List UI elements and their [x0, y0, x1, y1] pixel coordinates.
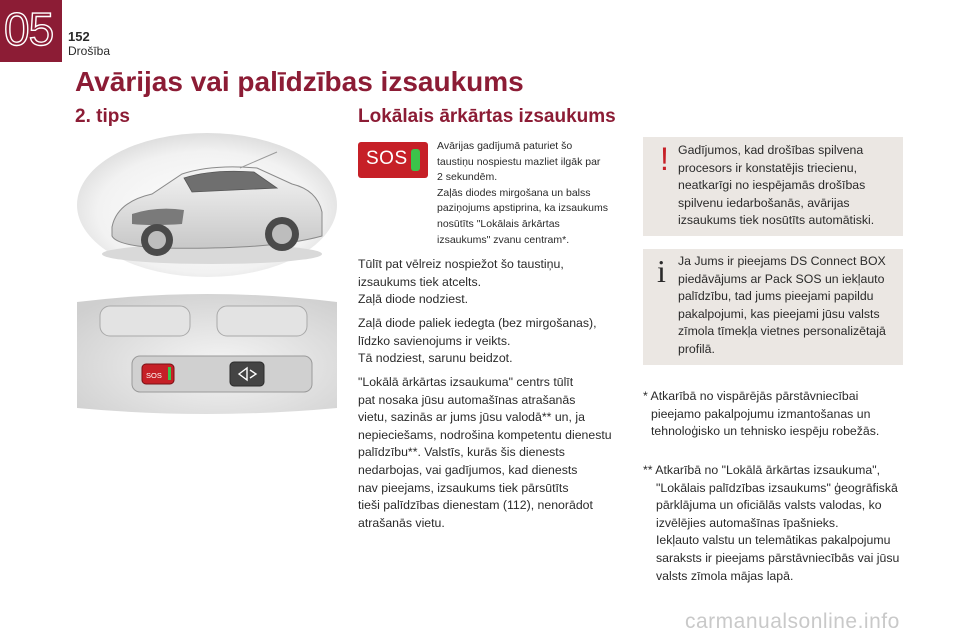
- warning-line: procesors ir konstatējis triecienu,: [678, 160, 858, 175]
- paragraph-line: pat nosaka jūsu automašīnas atrašanās: [358, 392, 576, 407]
- instruction-line: taustiņu nospiestu mazliet ilgāk par: [437, 155, 601, 168]
- paragraph-line: līdzko savienojums ir veikts.: [358, 333, 511, 348]
- info-line: palīdzību, tad jums pieejami papildu: [678, 289, 874, 304]
- warning-line: spilvenu iedarbošanās, avārijas: [678, 195, 850, 210]
- paragraph-line: tieši palīdzības dienestam (112), nenorādot: [358, 498, 593, 513]
- warning-text: [678, 142, 874, 230]
- section-name: Drošība: [68, 44, 111, 58]
- paragraph-line: vietu, sazinās ar jums jūsu valodā** un, ja: [358, 410, 585, 425]
- warning-line: izsaukums tiek nosūtīts automātiski.: [678, 213, 875, 228]
- paragraph-line: Zaļā diode paliek iedegta (bez mirgošanas),: [358, 316, 597, 330]
- paragraph-line: Tā nodziest, sarunu beidzot.: [358, 351, 513, 366]
- paragraph-line: "Lokālā ārkārtas izsaukuma" centrs tūlīt: [358, 375, 574, 389]
- instruction-line: nosūtīts "Lokālais ārkārtas: [437, 217, 560, 230]
- subtitle-local-call: Lokālais ārkārtas izsaukums: [358, 106, 616, 127]
- footnote-line: saraksts ir pieejams pārstāvniecībās vai jūsu: [656, 550, 900, 565]
- footnote-line: Iekļauto valstu un telemātikas pakalpojumu: [656, 533, 891, 548]
- warning-line: neatkarīgi no iespējamās drošības: [678, 178, 866, 193]
- paragraph-line: nepieciešams, nodrošina kompetentu dienestu: [358, 427, 612, 442]
- instruction-line: paziņojums apstiprina, ka izsaukums: [437, 202, 608, 215]
- paragraph-line: Tūlīt pat vēlreiz nospiežot šo taustiņu,: [358, 257, 564, 271]
- exclamation-icon: !: [660, 141, 669, 177]
- footnote-line: "Lokālais palīdzības izsaukums" ģeogrāfiskā: [656, 480, 898, 495]
- paragraph-line: atrašanās vietu.: [358, 515, 445, 530]
- paragraph-line: nedarbojas, vai gadījumos, kad dienests: [358, 462, 578, 477]
- sos-green-led: [411, 149, 420, 171]
- page-number: 152: [68, 29, 90, 44]
- footnote-line: izvēlējies automašīnas īpašnieks.: [656, 515, 839, 530]
- paragraph-line: Zaļā diode nodziest.: [358, 292, 469, 307]
- footnote-1: [643, 388, 879, 441]
- instruction-line: Zaļās diodes mirgošana un balss: [437, 186, 591, 199]
- info-line: zīmola tīmekļa vietnes personalizētajā: [678, 324, 886, 339]
- footnote-line: pārklājuma un oficiālās valsts valodas, ko: [656, 498, 882, 513]
- console-sos-label: SOS: [146, 371, 162, 380]
- info-text: [678, 253, 886, 359]
- info-line: profilā.: [678, 341, 715, 356]
- car-illustration: [72, 132, 342, 278]
- warning-line: Gadījumos, kad drošības spilvena: [678, 143, 864, 157]
- instruction-line: 2 sekundēm.: [437, 171, 498, 184]
- chapter-number: 05: [4, 3, 54, 55]
- footnote-line: pieejamo pakalpojumu izmantošanas un: [651, 406, 871, 421]
- paragraph-call-centre: [358, 374, 612, 532]
- paragraph-connection: [358, 315, 597, 368]
- info-line: pakalpojumi, kas pieejami jūsu valsts: [678, 306, 880, 321]
- info-line: Ja Jums ir pieejams DS Connect BOX: [678, 254, 886, 268]
- footnote-line: ** Atkarībā no "Lokālā ārkārtas izsaukuma",: [643, 463, 881, 477]
- footnote-line: valsts zīmola mājas lapā.: [656, 568, 794, 583]
- chapter-badge: [0, 0, 62, 62]
- instruction-line: Avārijas gadījumā paturiet šo: [437, 140, 573, 152]
- paragraph-line: nav pieejams, izsaukums tiek pārsūtīts: [358, 480, 569, 495]
- info-line: piedāvājums ar Pack SOS un iekļauto: [678, 271, 885, 286]
- footnote-2: [643, 462, 899, 585]
- sos-label: SOS: [366, 148, 408, 169]
- footnote-line: * Atkarībā no vispārējās pārstāvniecībai: [643, 389, 859, 403]
- paragraph-line: izsaukums tiek atcelts.: [358, 274, 482, 289]
- info-icon: i: [657, 253, 666, 289]
- instruction-line: izsaukums" zvanu centram*.: [437, 233, 570, 246]
- footnote-line: tehnoloģisko un tehnisko iespēju robežās.: [651, 424, 880, 439]
- paragraph-cancel: [358, 256, 564, 309]
- sos-instructions: [437, 139, 622, 248]
- warning-box: [643, 137, 903, 236]
- page-title: Avārijas vai palīdzības izsaukums: [75, 66, 524, 97]
- sos-button-illustration: [358, 142, 428, 178]
- overhead-console-illustration: [72, 292, 342, 418]
- info-box: [643, 249, 903, 365]
- watermark: carmanualsonline.info: [685, 610, 900, 633]
- subtitle-type: 2. tips: [75, 106, 130, 127]
- paragraph-line: palīdzību**. Valstīs, kurās šis dienests: [358, 445, 565, 460]
